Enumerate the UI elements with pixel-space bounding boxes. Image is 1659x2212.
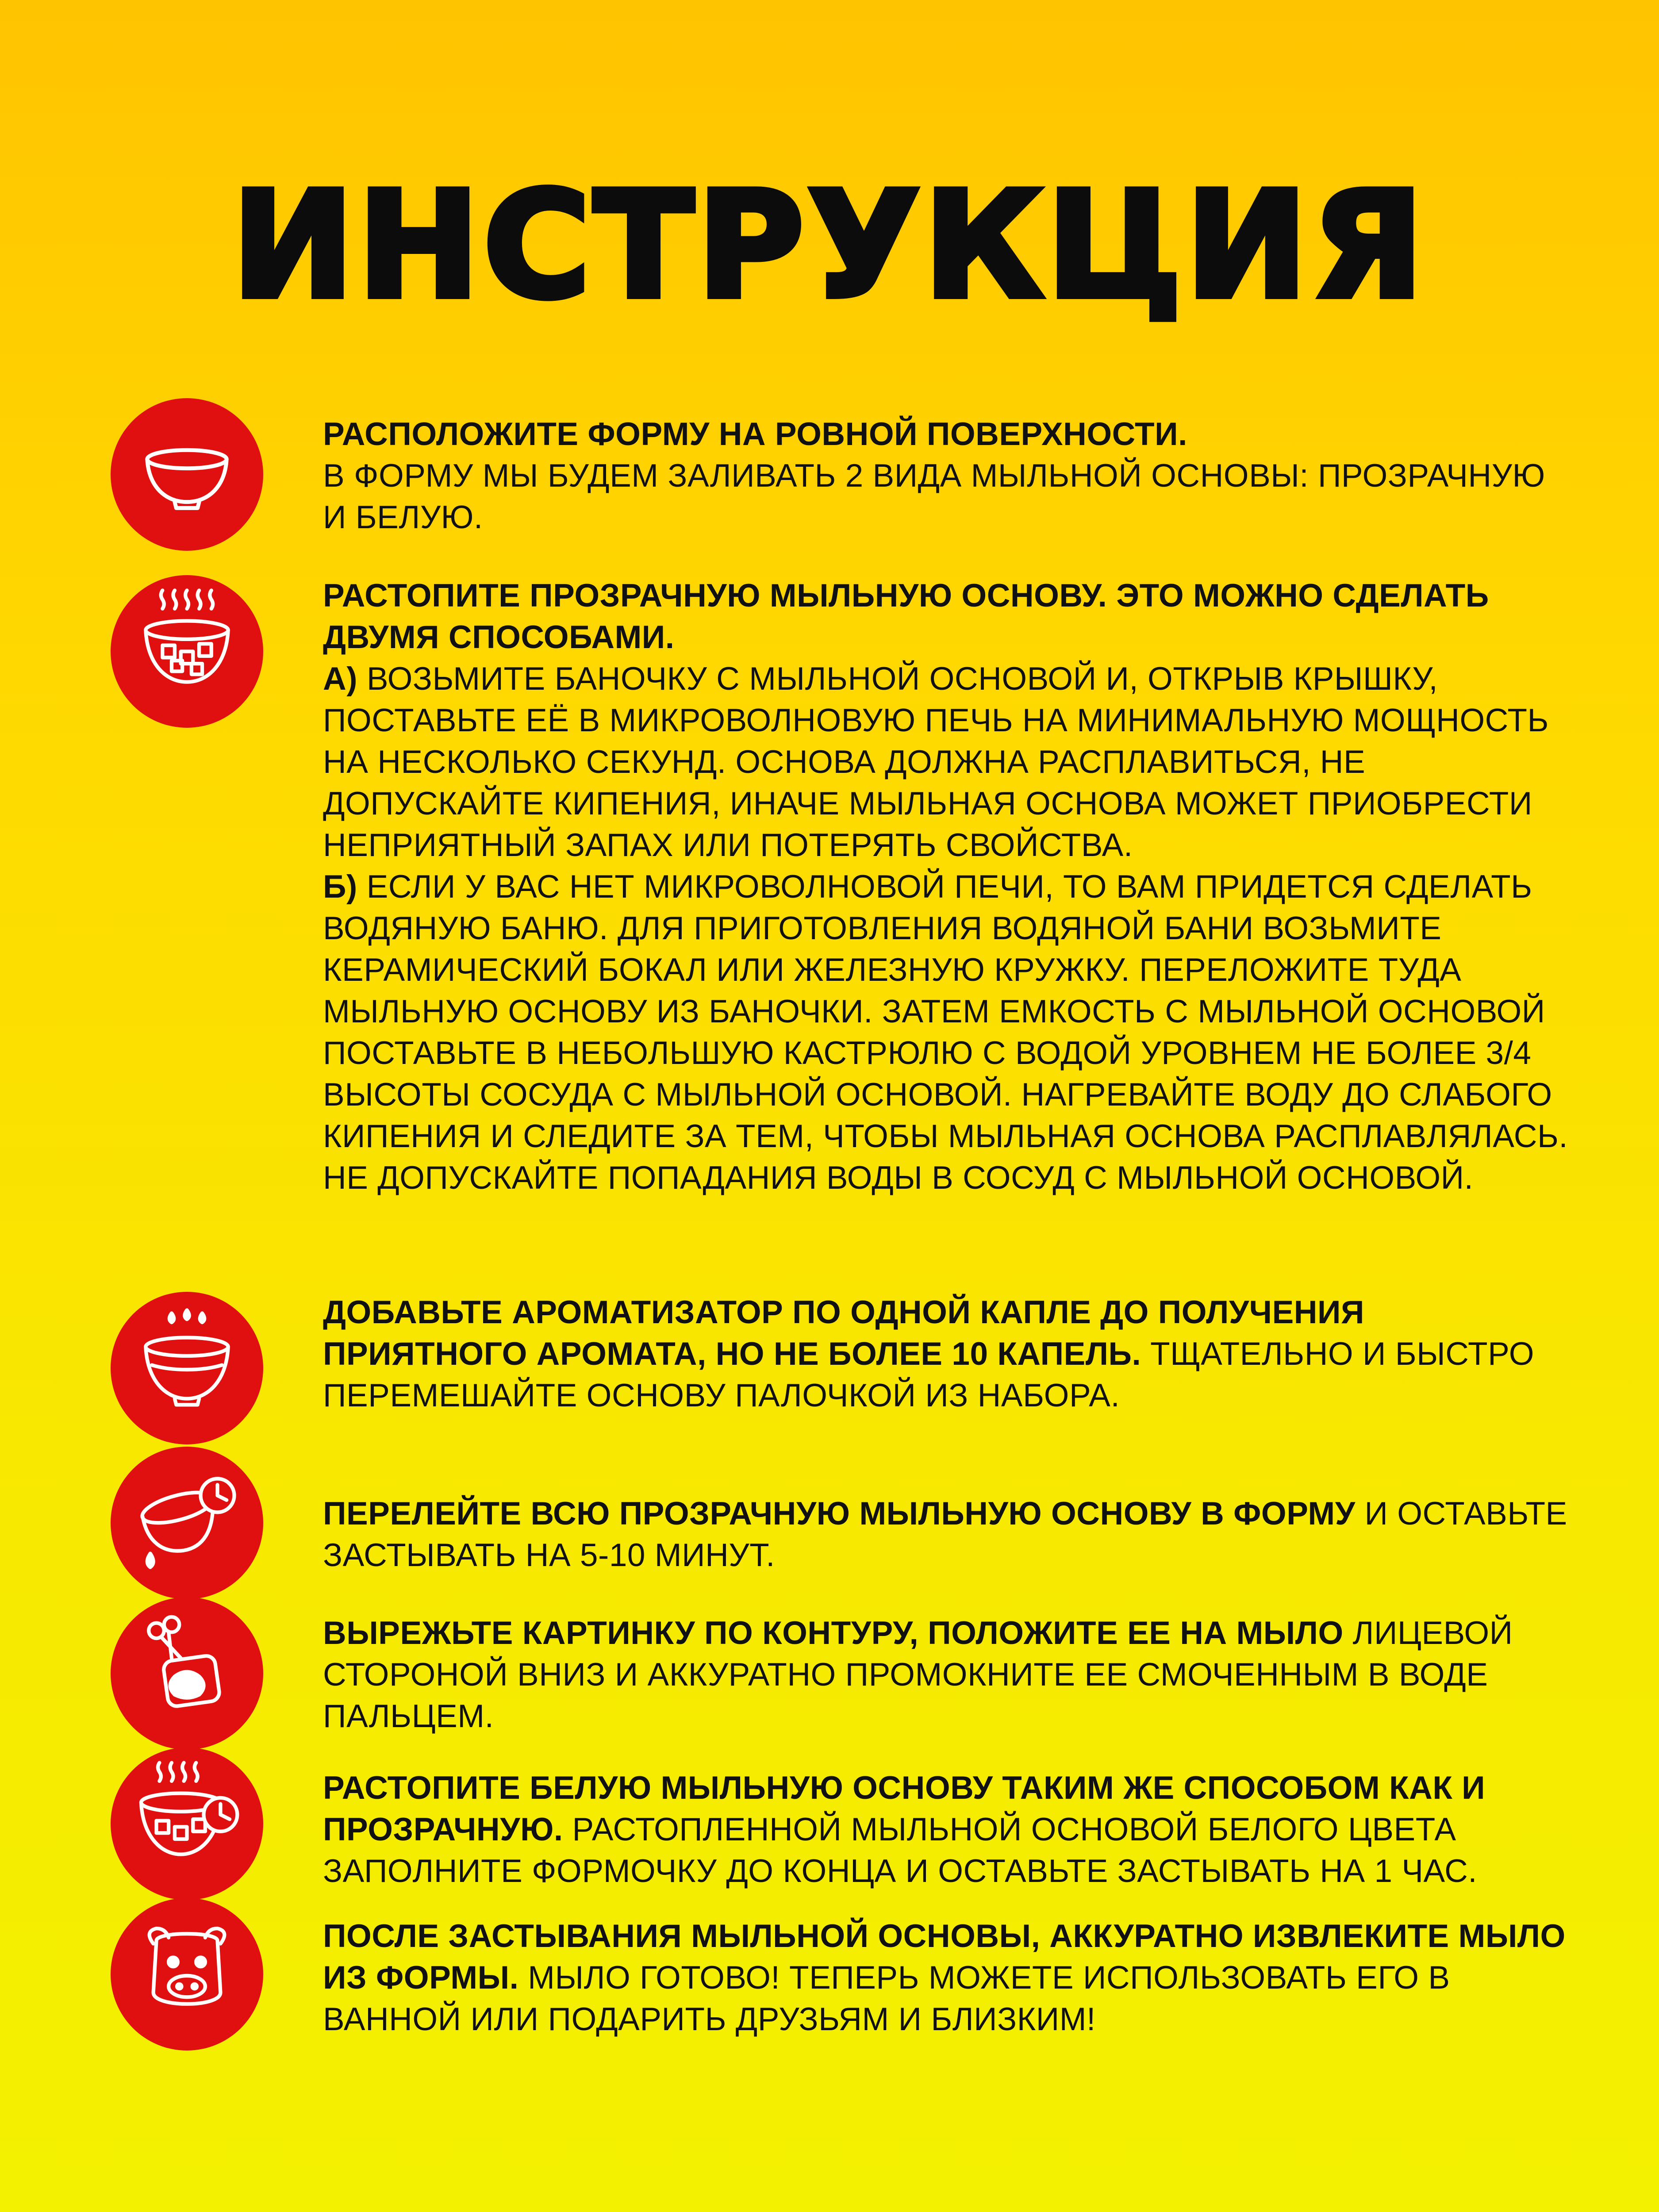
step-6-text — [323, 1767, 1575, 1892]
cow-soap-icon — [111, 1898, 263, 2051]
step-7-body: МЫЛО ГОТОВО! ТЕПЕРЬ МОЖЕТЕ ИСПОЛЬЗОВАТЬ ЕГО В ВАННОЙ ИЛИ ПОДАРИТЬ ДРУЗЬЯМ И БЛИЗКИМ! — [323, 1960, 1450, 2037]
step-3-body: ТЩАТЕЛЬНО И БЫСТРО ПЕРЕМЕШАЙТЕ ОСНОВУ ПАЛОЧКОЙ ИЗ НАБОРА. — [323, 1336, 1535, 1413]
step-5-text — [323, 1613, 1575, 1737]
step-1-heading: РАСПОЛОЖИТЕ ФОРМУ НА РОВНОЙ ПОВЕРХНОСТИ. — [323, 416, 1187, 452]
step-2-option-b-label: Б) — [323, 869, 357, 905]
scissors-picture-icon — [111, 1597, 263, 1750]
step-2-option-a-text: ВОЗЬМИТЕ БАНОЧКУ С МЫЛЬНОЙ ОСНОВОЙ И, ОТКРЫВ КРЫШКУ, ПОСТАВЬТЕ ЕЁ В МИКРОВОЛНОВУЮ ПЕЧЬ НА МИНИМАЛЬНУЮ МОЩНОСТЬ НА НЕСКОЛЬКО СЕКУНД. ОСНОВА ДОЛЖНА РАСПЛАВИТЬСЯ, НЕ ДОПУСКАЙТЕ КИПЕНИЯ, ИНАЧЕ МЫЛЬНАЯ ОСНОВА МОЖЕТ ПРИОБРЕСТИ НЕПРИЯТНЫЙ ЗАПАХ ИЛИ ПОТЕРЯТЬ СВОЙСТВА. — [323, 661, 1549, 863]
step-2-option-b-text: ЕСЛИ У ВАС НЕТ МИКРОВОЛНОВОЙ ПЕЧИ, ТО ВАМ ПРИДЕТСЯ СДЕЛАТЬ ВОДЯНУЮ БАНЮ. ДЛЯ ПРИГОТОВЛЕНИЯ ВОДЯНОЙ БАНИ ВОЗЬМИТЕ КЕРАМИЧЕСКИЙ БОКАЛ ИЛИ ЖЕЛЕЗНУЮ КРУЖКУ. ПЕРЕЛОЖИТЕ ТУДА МЫЛЬНУЮ ОСНОВУ ИЗ БАНОЧКИ. ЗАТЕМ ЕМКОСТЬ С МЫЛЬНОЙ ОСНОВОЙ ПОСТАВЬТЕ В НЕБОЛЬШУЮ КАСТРЮЛЮ С ВОДОЙ УРОВНЕМ НЕ БОЛЕЕ 3/4 ВЫСОТЫ СОСУДА С МЫЛЬНОЙ ОСНОВОЙ. НАГРЕВАЙТЕ ВОДУ ДО СЛАБОГО КИПЕНИЯ И СЛЕДИТЕ ЗА ТЕМ, ЧТОБЫ МЫЛЬНАЯ ОСНОВА РАСПЛАВЛЯЛАСЬ. НЕ ДОПУСКАЙТЕ ПОПАДАНИЯ ВОДЫ В СОСУД С МЫЛЬНОЙ ОСНОВОЙ. — [323, 869, 1568, 1196]
step-1-body: В ФОРМУ МЫ БУДЕМ ЗАЛИВАТЬ 2 ВИДА МЫЛЬНОЙ ОСНОВЫ: ПРОЗРАЧНУЮ И БЕЛУЮ. — [323, 458, 1545, 535]
step-2-heading: РАСТОПИТЕ ПРОЗРАЧНУЮ МЫЛЬНУЮ ОСНОВУ. ЭТО МОЖНО СДЕЛАТЬ ДВУМЯ СПОСОБАМИ. — [323, 578, 1489, 655]
drops-bowl-icon — [111, 1292, 263, 1444]
melting-bowl-icon — [111, 575, 263, 728]
step-4-text — [323, 1493, 1575, 1576]
step-1-text — [323, 414, 1575, 538]
page-title: ИНСТРУКЦИЯ — [231, 161, 1428, 330]
step-5-heading: ВЫРЕЖЬТЕ КАРТИНКУ ПО КОНТУРУ, ПОЛОЖИТЕ ЕЕ НА МЫЛО — [323, 1615, 1344, 1651]
step-2-text — [323, 575, 1575, 1199]
step-7-heading: ПОСЛЕ ЗАСТЫВАНИЯ МЫЛЬНОЙ ОСНОВЫ, АККУРАТНО ИЗВЛЕКИТЕ МЫЛО ИЗ ФОРМЫ. — [323, 1918, 1566, 1996]
step-6-body: РАСТОПЛЕННОЙ МЫЛЬНОЙ ОСНОВОЙ БЕЛОГО ЦВЕТА ЗАПОЛНИТЕ ФОРМОЧКУ ДО КОНЦА И ОСТАВЬТЕ ЗАСТЫВАТЬ НА 1 ЧАС. — [323, 1812, 1478, 1889]
step-3-text — [323, 1292, 1575, 1417]
step-4-body: И ОСТАВЬТЕ ЗАСТЫВАТЬ НА 5-10 МИНУТ. — [323, 1496, 1567, 1573]
step-3-heading: ДОБАВЬТЕ АРОМАТИЗАТОР ПО ОДНОЙ КАПЛЕ ДО ПОЛУЧЕНИЯ ПРИЯТНОГО АРОМАТА, НО НЕ БОЛЕЕ 10 КАПЕЛЬ. — [323, 1294, 1364, 1372]
step-2-option-a-label: А) — [323, 661, 358, 697]
step-4-heading: ПЕРЕЛЕЙТЕ ВСЮ ПРОЗРАЧНУЮ МЫЛЬНУЮ ОСНОВУ В ФОРМУ — [323, 1496, 1356, 1532]
melting-bowl-clock-icon — [111, 1747, 263, 1900]
bowl-icon — [111, 398, 263, 551]
step-5-body: ЛИЦЕВОЙ СТОРОНОЙ ВНИЗ И АККУРАТНО ПРОМОКНИТЕ ЕЕ СМОЧЕННЫМ В ВОДЕ ПАЛЬЦЕМ. — [323, 1615, 1513, 1734]
pour-bowl-clock-icon — [111, 1447, 263, 1599]
step-7-text — [323, 1916, 1575, 2040]
step-6-heading: РАСТОПИТЕ БЕЛУЮ МЫЛЬНУЮ ОСНОВУ ТАКИМ ЖЕ СПОСОБОМ КАК И ПРОЗРАЧНУЮ. — [323, 1770, 1486, 1847]
